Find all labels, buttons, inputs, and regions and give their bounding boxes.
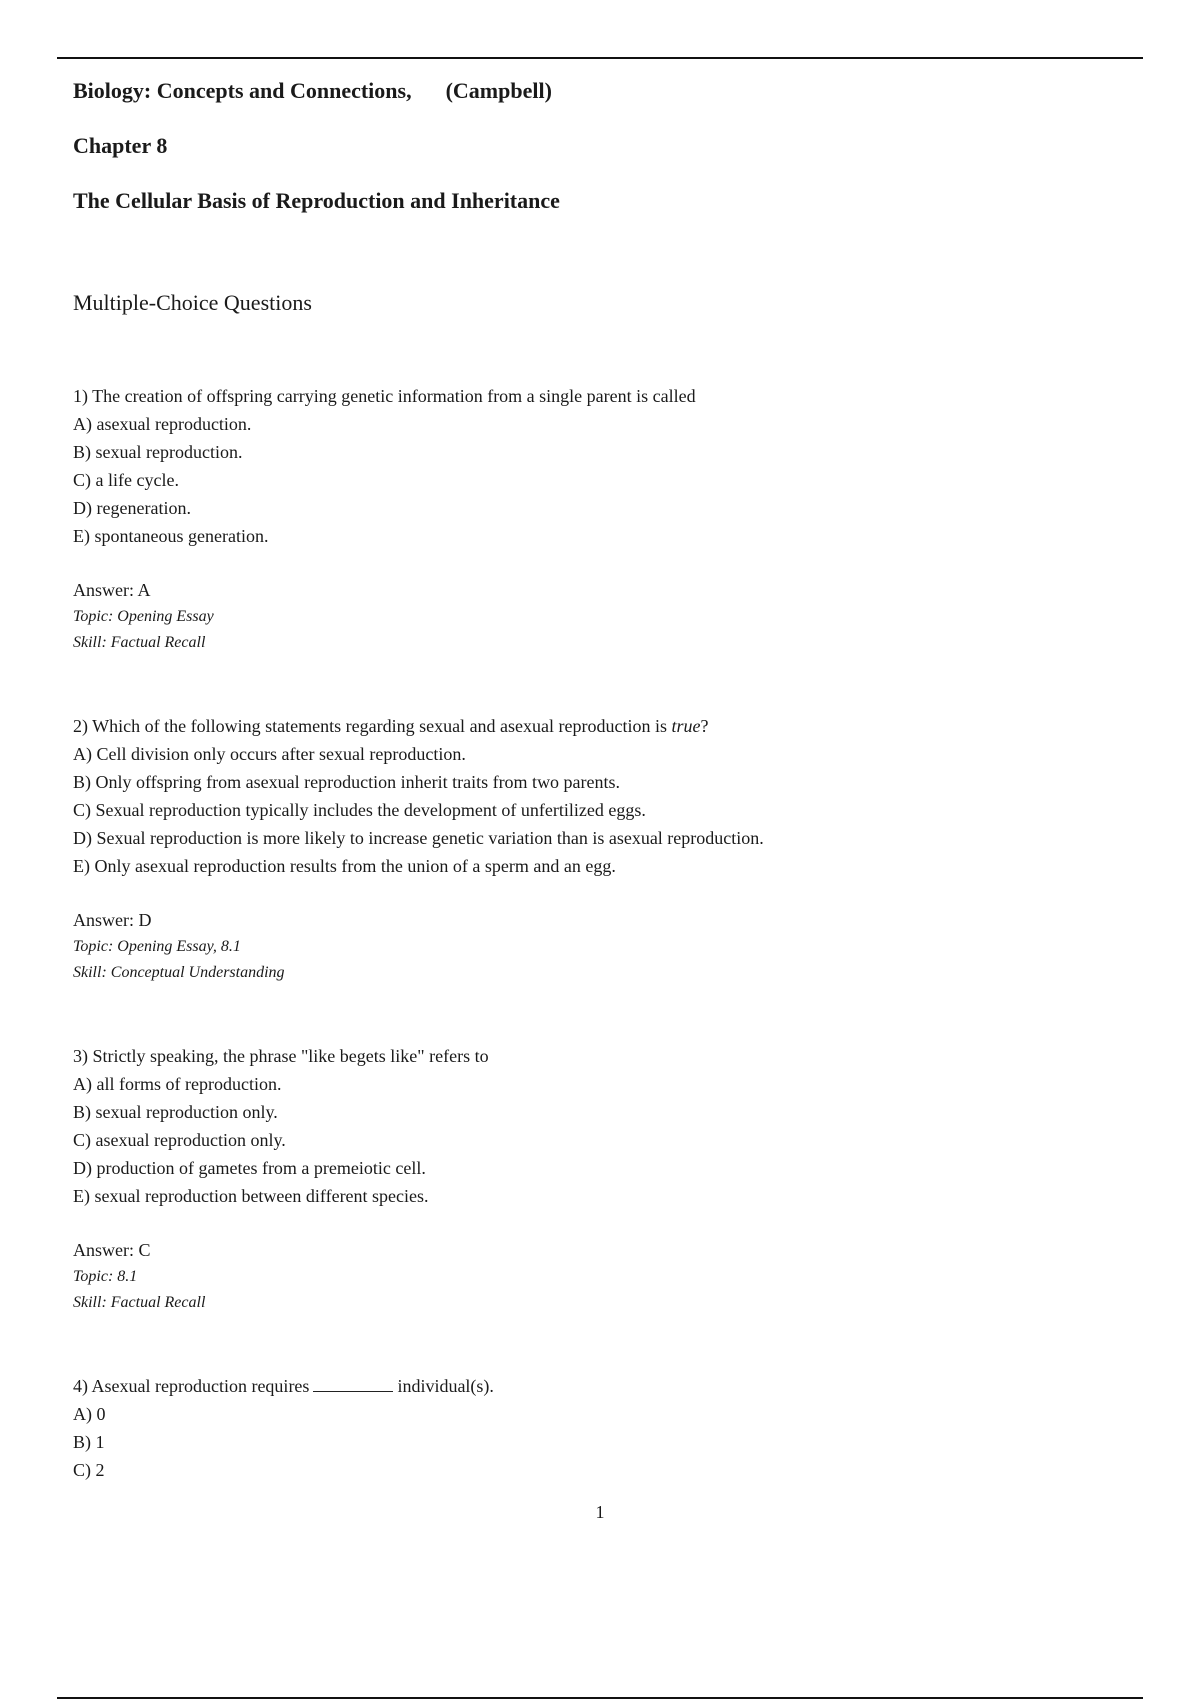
option-c: C) 2: [73, 1460, 105, 1480]
option-b: B) Only offspring from asexual reproduction inherit traits from two parents.: [73, 772, 621, 792]
question-stem: [73, 1372, 494, 1400]
option-a: A) all forms of reproduction.: [73, 1074, 282, 1094]
top-rule: [57, 57, 1143, 59]
stem-end: ?: [700, 716, 709, 736]
topic: Topic: Opening Essay: [73, 608, 214, 625]
question-stem: 1) The creation of offspring carrying genetic information from a single parent is called: [73, 386, 696, 406]
topic: Topic: Opening Essay, 8.1: [73, 938, 241, 955]
chapter-title: The Cellular Basis of Reproduction and Inheritance: [73, 188, 560, 213]
topic: Topic: 8.1: [73, 1268, 138, 1285]
option-b: B) sexual reproduction.: [73, 442, 243, 462]
stem-emphasis: true: [671, 716, 701, 736]
option-c: C) Sexual reproduction typically includes the development of unfertilized eggs.: [73, 800, 646, 820]
answer: Answer: C: [73, 1240, 151, 1260]
question-4: [73, 1372, 494, 1484]
option-e: E) spontaneous generation.: [73, 526, 269, 546]
option-d: D) regeneration.: [73, 498, 191, 518]
option-c: C) asexual reproduction only.: [73, 1130, 286, 1150]
stem-text: 2) Which of the following statements regarding sexual and asexual reproduction is: [73, 716, 672, 736]
option-c: C) a life cycle.: [73, 470, 179, 490]
option-a: A) asexual reproduction.: [73, 414, 252, 434]
book-title: Biology: Concepts and Connections,: [73, 78, 412, 103]
option-e: E) Only asexual reproduction results from the union of a sperm and an egg.: [73, 856, 616, 876]
chapter-number: Chapter 8: [73, 133, 168, 158]
option-a: A) Cell division only occurs after sexual reproduction.: [73, 744, 466, 764]
stem-end: individual(s).: [397, 1376, 494, 1396]
question-1: [73, 382, 696, 656]
stem-text: 4) Asexual reproduction requires: [73, 1376, 310, 1396]
option-b: B) sexual reproduction only.: [73, 1102, 278, 1122]
answer-blank: [313, 1377, 393, 1392]
section-title: Multiple-Choice Questions: [73, 290, 312, 315]
option-e: E) sexual reproduction between different species.: [73, 1186, 429, 1206]
option-d: D) Sexual reproduction is more likely to increase genetic variation than is asexual reproduction.: [73, 828, 764, 848]
question-2: [73, 712, 764, 986]
question-stem: 3) Strictly speaking, the phrase "like begets like" refers to: [73, 1046, 489, 1066]
option-d: D) production of gametes from a premeiotic cell.: [73, 1158, 426, 1178]
page-number: 1: [595, 1502, 605, 1522]
skill: Skill: Factual Recall: [73, 634, 206, 651]
answer: Answer: A: [73, 580, 151, 600]
question-stem: [73, 712, 764, 740]
option-a: A) 0: [73, 1404, 106, 1424]
author: (Campbell): [445, 78, 552, 103]
skill: Skill: Factual Recall: [73, 1294, 206, 1311]
question-3: [73, 1042, 489, 1316]
answer: Answer: D: [73, 910, 152, 930]
book-title-line: [73, 78, 552, 104]
skill: Skill: Conceptual Understanding: [73, 964, 285, 981]
option-b: B) 1: [73, 1432, 105, 1452]
bottom-rule: [57, 1697, 1143, 1699]
